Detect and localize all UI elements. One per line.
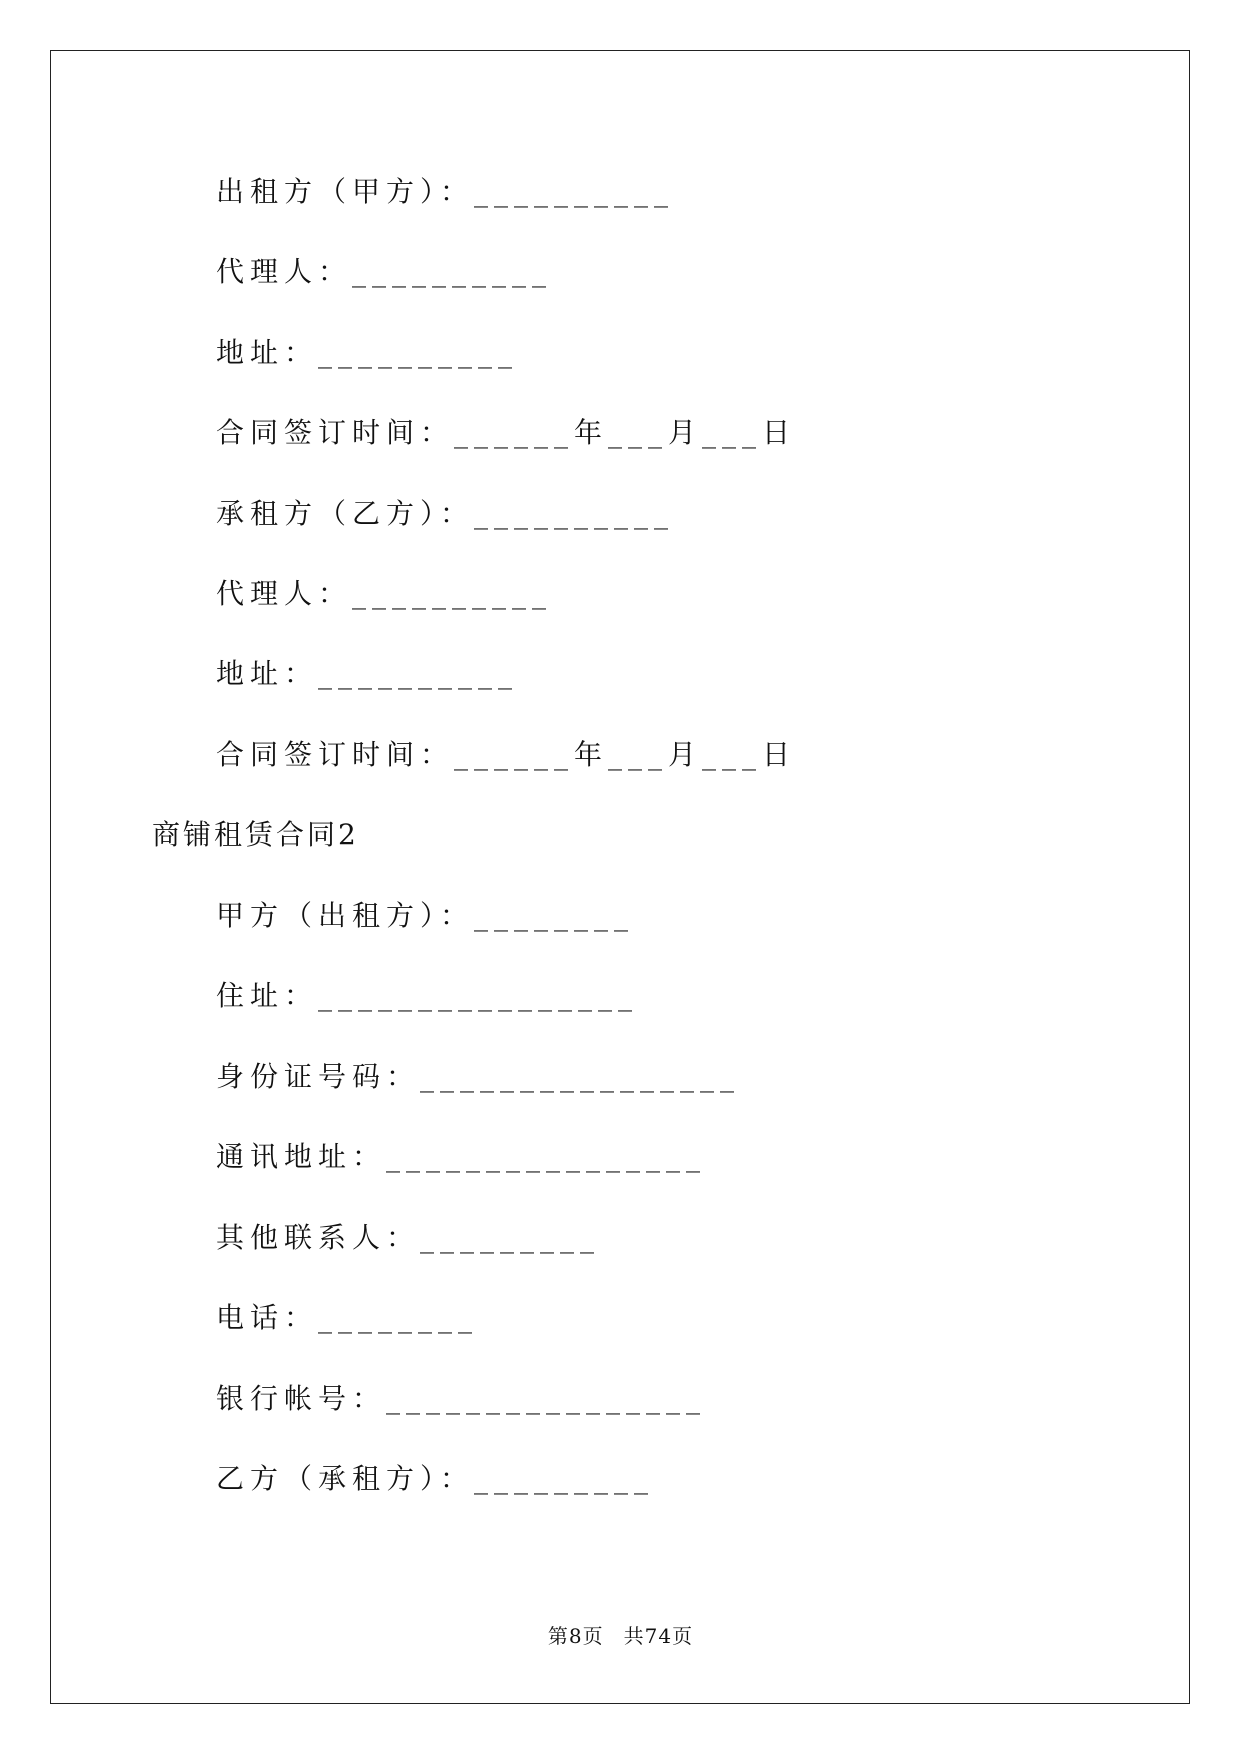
lessee-address-line: 地址：__________: [216, 657, 519, 690]
id-number-line: 身份证号码：________________: [216, 1060, 741, 1093]
page-footer: [0, 1622, 1241, 1650]
lessor-agent-line: 代理人：__________: [216, 255, 553, 288]
lessor-party-line: 出租方（甲方）：__________: [216, 175, 675, 208]
phone-line: 电话：________: [216, 1301, 479, 1334]
party-a-line: 甲方（出租方）：________: [216, 899, 635, 932]
bank-account-line: 银行帐号：________________: [216, 1382, 707, 1415]
mailing-address-line: 通讯地址：________________: [216, 1140, 707, 1173]
lessee-sign-date-line: 合同签订时间：______年___月___日: [216, 738, 797, 771]
residence-line: 住址：________________: [216, 979, 639, 1012]
page-number: 第8页: [547, 1624, 604, 1648]
section-title: 商铺租赁合同2: [152, 818, 359, 851]
page-total: 共74页: [623, 1624, 694, 1648]
party-b-line: 乙方（承租方）：_________: [216, 1462, 655, 1495]
lessee-agent-line: 代理人：__________: [216, 577, 553, 610]
lessor-address-line: 地址：__________: [216, 336, 519, 369]
page-border: [50, 50, 1190, 1704]
lessor-sign-date-line: 合同签订时间：______年___月___日: [216, 416, 797, 449]
lessee-party-line: 承租方（乙方）：__________: [216, 497, 675, 530]
other-contact-line: 其他联系人：_________: [216, 1221, 601, 1254]
